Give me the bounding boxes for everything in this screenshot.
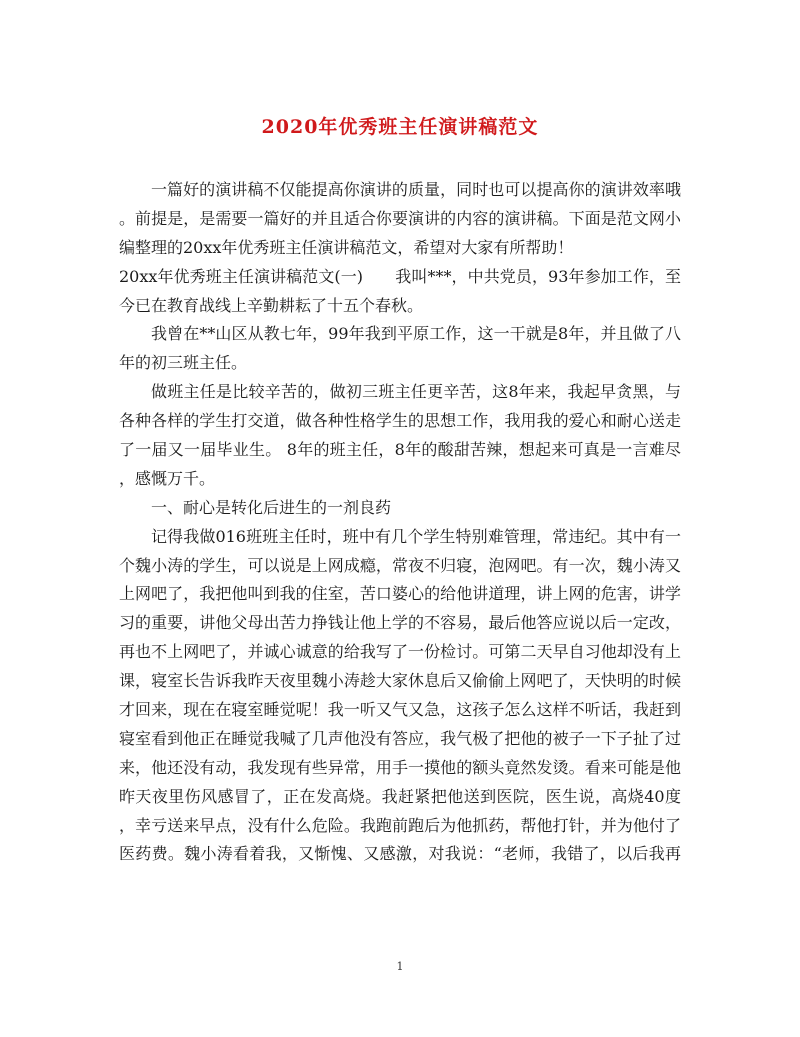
text-line: 一、耐心是转化后进生的一剂良药: [151, 497, 392, 517]
text-line: 。前提是，是需要一篇好的并且适合你要演讲的内容的演讲稿。下面是范文网小: [119, 208, 681, 228]
page-number: 1: [396, 960, 404, 973]
text-line: 来，他还没有动，我发现有些异常，用手一摸他的额头竟然发烫。看来可能是他: [119, 757, 681, 777]
text-line: 才回来，现在在寝室睡觉呢！我一听又气又急，这孩子怎么这样不听话，我赶到: [119, 700, 681, 720]
text-line: 我曾在**山区从教七年，99年我到平原工作，这一干就是8年，并且做了八: [151, 324, 681, 344]
text-line: ，幸亏送来早点，没有什么危险。我跑前跑后为他抓药，帮他打针，并为他付了: [119, 815, 681, 835]
document-title: 2020年优秀班主任演讲稿范文: [261, 116, 539, 138]
text-line: 各种各样的学生打交道，做各种性格学生的思想工作，我用我的爱心和耐心送走: [119, 411, 681, 431]
text-line: 习的重要，讲他父母出苦力挣钱让他上学的不容易，最后他答应说以后一定改，: [119, 613, 681, 633]
document-body: [119, 176, 681, 869]
text-line: 昨天夜里伤风感冒了，正在发高烧。我赶紧把他送到医院，医生说，高烧40度: [119, 786, 681, 806]
text-line: 编整理的20xx年优秀班主任演讲稿范文，希望对大家有所帮助！: [119, 237, 574, 257]
text-line: 今已在教育战线上辛勤耕耘了十五个春秋。: [119, 295, 424, 315]
text-line: 课，寝室长告诉我昨天夜里魏小涛趁大家休息后又偷偷上网吧了，天快明的时候: [119, 671, 681, 691]
text-line: 20xx年优秀班主任演讲稿范文(一) 我叫***，中共党员，93年参加工作，至: [119, 266, 681, 286]
text-line: 了一届又一届毕业生。 8年的班主任，8年的酸甜苦辣，想起来可真是一言难尽: [119, 440, 681, 460]
text-line: 做班主任是比较辛苦的，做初三班主任更辛苦，这8年来，我起早贪黑，与: [151, 382, 681, 402]
text-line: 一篇好的演讲稿不仅能提高你演讲的质量，同时也可以提高你的演讲效率哦: [151, 180, 681, 199]
text-line: 寝室看到他正在睡觉我喊了几声他没有答应，我气极了把他的被子一下子扯了过: [119, 728, 681, 748]
text-line: 个魏小涛的学生，可以说是上网成瘾，常夜不归寝，泡网吧。有一次，魏小涛又: [119, 555, 681, 575]
text-line: 记得我做016班班主任时，班中有几个学生特别难管理，常违纪。其中有一: [151, 526, 681, 546]
text-line: 再也不上网吧了，并诚心诚意的给我写了一份检讨。可第二天早自习他却没有上: [119, 642, 681, 662]
text-line: ，感慨万千。: [119, 468, 216, 488]
text-line: 上网吧了，我把他叫到我的住室，苦口婆心的给他讲道理，讲上网的危害，讲学: [119, 584, 681, 604]
text-line: 年的初三班主任。: [119, 353, 248, 373]
text-line: 医药费。魏小涛看着我，又惭愧、又感激，对我说：“老师，我错了，以后我再: [119, 844, 681, 864]
